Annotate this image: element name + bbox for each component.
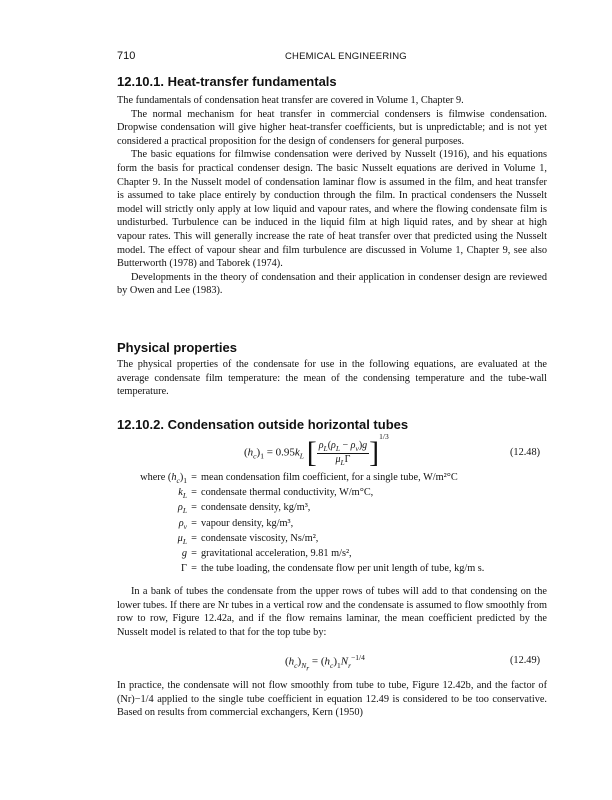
- tube-bank-paragraph: In a bank of tubes the condensate from the upper rows of tubes will add to that condensing on the lower tubes. If there are Nr tubes in a vertical row and the condensate is assumed to flow smoothly from row to row, Figure 12.42a, and if the flow remains laminar, the mean coefficient predicted by the Nusselt model is related to that for the top tube by:: [117, 586, 547, 638]
- equation-12-49: $(h_c)_{N_r} = (h_c)_1N_r^{-1/4}$: [285, 653, 365, 673]
- physical-properties-paragraph: The physical properties of the condensate for use in the following equations, are evaluated at the average condensate film temperature: the mean of the condensing temperature and the tube-wall temperature.: [117, 359, 547, 398]
- symbol-definitions: [117, 470, 547, 576]
- section-1-body: [117, 94, 547, 298]
- paragraph: Developments in the theory of condensation and their application in condenser design are reviewed by Owen and Lee (1983).: [117, 271, 547, 297]
- page-number: 710: [117, 50, 136, 62]
- definition-text: the tube loading, the condensate flow per unit length of tube, kg/m s.: [201, 563, 485, 575]
- definition-row: g = gravitational acceleration, 9.81 m/s²,: [181, 547, 352, 559]
- definition-text: gravitational acceleration, 9.81 m/s²,: [201, 547, 352, 559]
- definition-row: $k_L$ = condensate thermal conductivity, W/m°C,: [178, 487, 374, 501]
- running-title: CHEMICAL ENGINEERING: [285, 51, 407, 62]
- paragraph: The basic equations for filmwise condensation were derived by Nusselt (1916), and his equations form the basis for practical condenser design. The basic Nusselt equations are derived in Volume 1, Chapter 9. In the Nusselt model of condensation laminar flow is assumed in the film, and heat transfer is assumed to take place entirely by conduction through the film. In practical condensers the Nusselt model will strictly only apply at low liquid and vapour rates, and where the flowing condensate film is undisturbed. Turbulence can be induced in the liquid film at high liquid rates, and by shear at high vapour rates. This will generally increase the rate of heat transfer over that predicted using the Nusselt model. The effect of vapour shear and film turbulence are discussed in Volume 1, Chapter 9, see also Butterworth (1978) and Taborek (1974).: [117, 149, 547, 270]
- equation-number-12-49: (12.49): [510, 655, 541, 666]
- definition-text: condensate thermal conductivity, W/m°C,: [201, 487, 374, 499]
- definition-row: $\mu_L$ = condensate viscosity, Ns/m²,: [177, 532, 319, 546]
- definition-text: vapour density, kg/m³,: [201, 517, 294, 529]
- definition-row: Γ = the tube loading, the condensate flow per unit length of tube, kg/m s.: [181, 563, 485, 575]
- practice-paragraph: In practice, the condensate will not flow smoothly from tube to tube, Figure 12.42b, and the factor of (Nr)−1/4 applied to the single tube coefficient in equation 12.49 is considered to be too conservative. Based on results from commercial exchangers, Kern (1950): [117, 680, 547, 719]
- equation-number-12-48: (12.48): [510, 447, 541, 458]
- definition-text: condensate viscosity, Ns/m²,: [201, 532, 319, 544]
- section-heading-heat-transfer: 12.10.1. Heat-transfer fundamentals: [117, 74, 337, 89]
- section-heading-condensation-horizontal: 12.10.2. Condensation outside horizontal tubes: [117, 417, 409, 432]
- equation-12-48: $(h_c)_1 = 0.95k_L$ [ $\frac{\rho_L(\rho_L - \rho_v)g}{\mu_L\Gamma}$ ]$^{1/3}$: [244, 431, 389, 469]
- definition-row: $\rho_v$ = vapour density, kg/m³,: [178, 517, 294, 531]
- definition-row: $\rho_L$ = condensate density, kg/m³,: [177, 502, 311, 516]
- section-heading-physical-properties: Physical properties: [117, 340, 237, 355]
- definition-row: where $(h_c)_1$ = mean condensation film coefficient, for a single tube, W/m²°C: [140, 472, 458, 486]
- paragraph: The normal mechanism for heat transfer in commercial condensers is filmwise condensation. Dropwise condensation will give higher heat-transfer coefficients, but is unpredictable; and is not yet considered a practical proposition for the design of condensers for general purposes.: [117, 108, 547, 147]
- where-label: where: [140, 472, 166, 483]
- paragraph: The fundamentals of condensation heat transfer are covered in Volume 1, Chapter 9.: [117, 95, 464, 106]
- page-header: [117, 50, 547, 64]
- definition-text: mean condensation film coefficient, for a single tube, W/m²°C: [201, 472, 458, 483]
- definition-text: condensate density, kg/m³,: [201, 502, 311, 514]
